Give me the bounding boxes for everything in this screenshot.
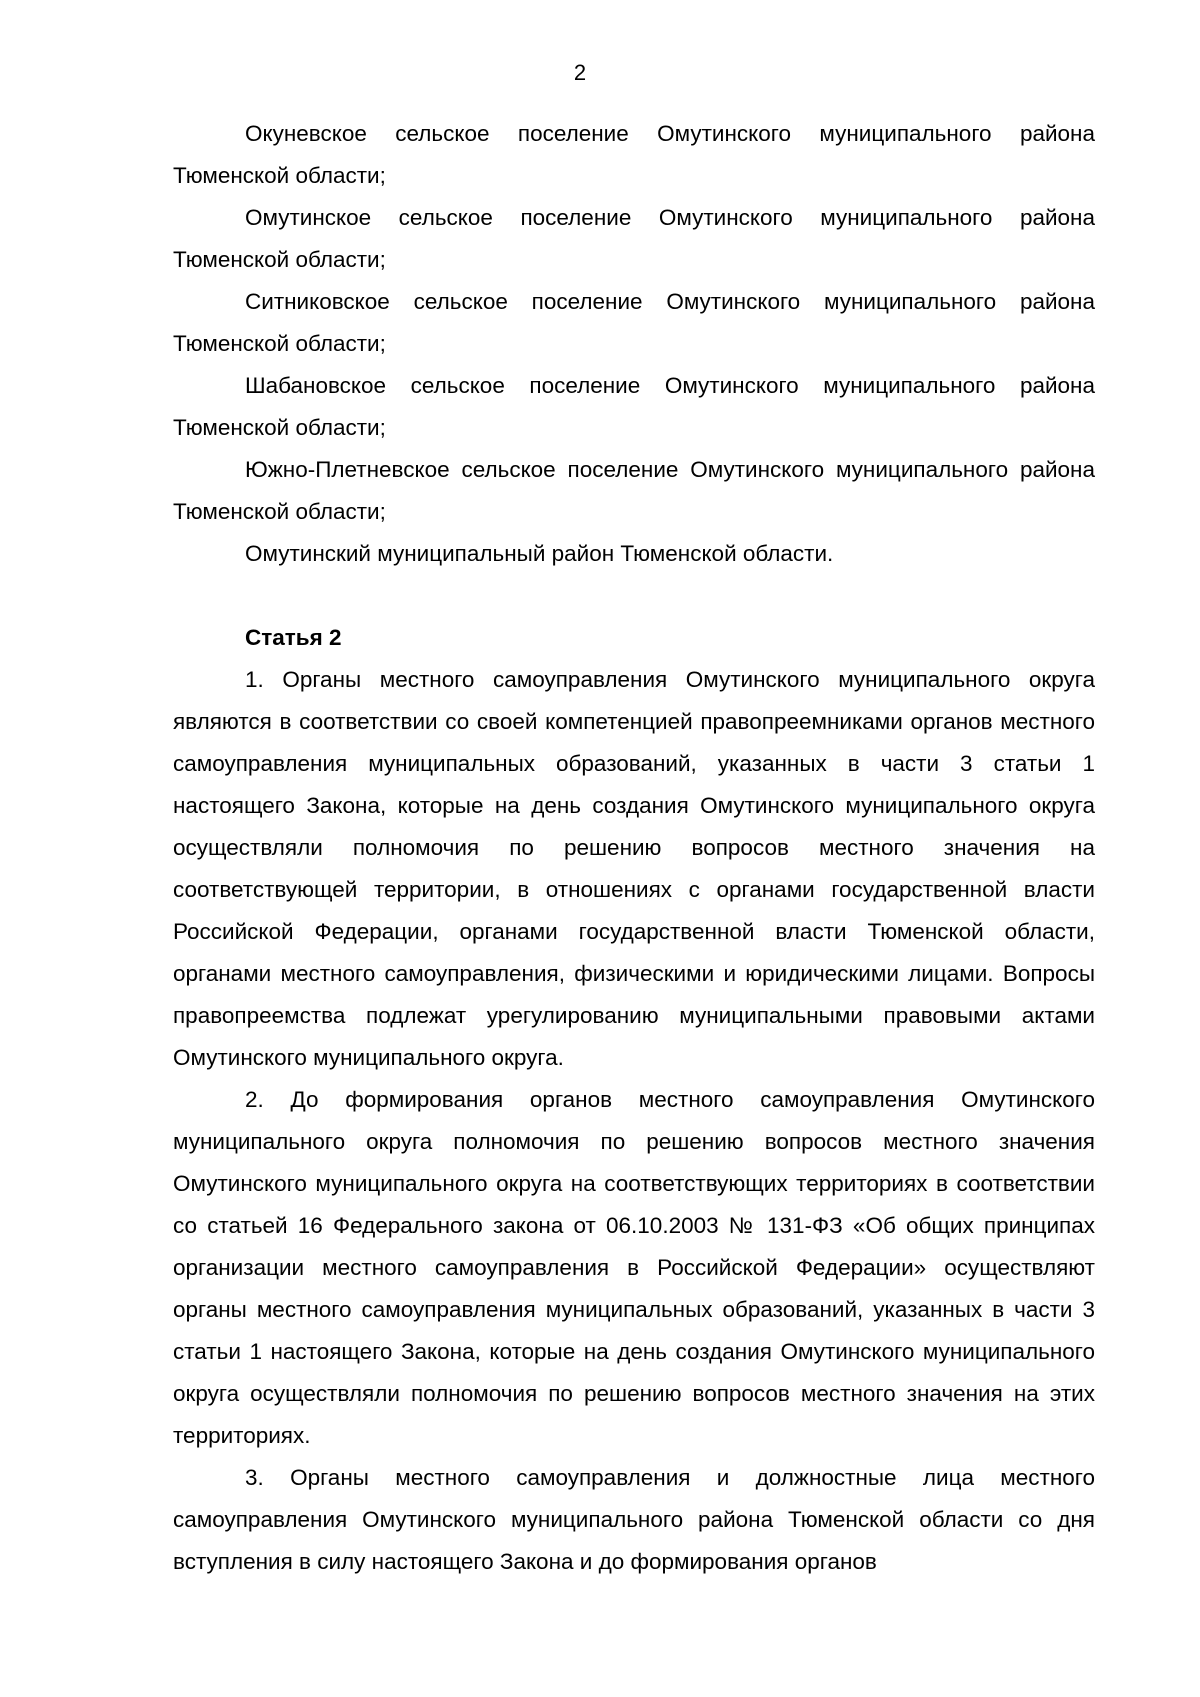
settlement-item: Южно-Плетневское сельское поселение Омутинского муниципального района Тюменской области; xyxy=(173,457,1095,524)
settlement-item: Окуневское сельское поселение Омутинского муниципального района Тюменской области; xyxy=(173,121,1095,188)
settlement-item: Шабановское сельское поселение Омутинского муниципального района Тюменской области; xyxy=(173,373,1095,440)
section-spacer xyxy=(173,575,1095,617)
article-paragraph-2: 2. До формирования органов местного самоуправления Омутинского муниципального округа полномочия по решению вопросов местного значения Омутинского муниципального округа на соответствующих территориях в соответствии со статьей 16 Федерального закона от 06.10.2003 № 131-ФЗ «Об общих принципах организации местного самоуправления в Российской Федерации» осуществляют органы местного самоуправления муниципальных образований, указанных в части 3 статьи 1 настоящего Закона, которые на день создания Омутинского муниципального округа осуществляли полномочия по решению вопросов местного значения на этих территориях. xyxy=(173,1087,1095,1448)
settlement-item: Ситниковское сельское поселение Омутинского муниципального района Тюменской области; xyxy=(173,289,1095,356)
document-body xyxy=(173,113,1095,1583)
settlement-item: Омутинское сельское поселение Омутинского муниципального района Тюменской области; xyxy=(173,205,1095,272)
article-paragraph-3: 3. Органы местного самоуправления и должностные лица местного самоуправления Омутинского муниципального района Тюменской области со дня вступления в силу настоящего Закона и до формирования органов xyxy=(173,1465,1095,1574)
article-heading: Статья 2 xyxy=(245,625,342,650)
municipal-district-item: Омутинский муниципальный район Тюменской области. xyxy=(245,541,834,566)
article-paragraph-1: 1. Органы местного самоуправления Омутинского муниципального округа являются в соответствии со своей компетенцией правопреемниками органов местного самоуправления муниципальных образований, указанных в части 3 статьи 1 настоящего Закона, которые на день создания Омутинского муниципального округа осуществляли полномочия по решению вопросов местного значения на соответствующей территории, в отношениях с органами государственной власти Российской Федерации, органами государственной власти Тюменской области, органами местного самоуправления, физическими и юридическими лицами. Вопросы правопреемства подлежат урегулированию муниципальными правовыми актами Омутинского муниципального округа. xyxy=(173,667,1095,1070)
page-number: 2 xyxy=(573,60,587,85)
